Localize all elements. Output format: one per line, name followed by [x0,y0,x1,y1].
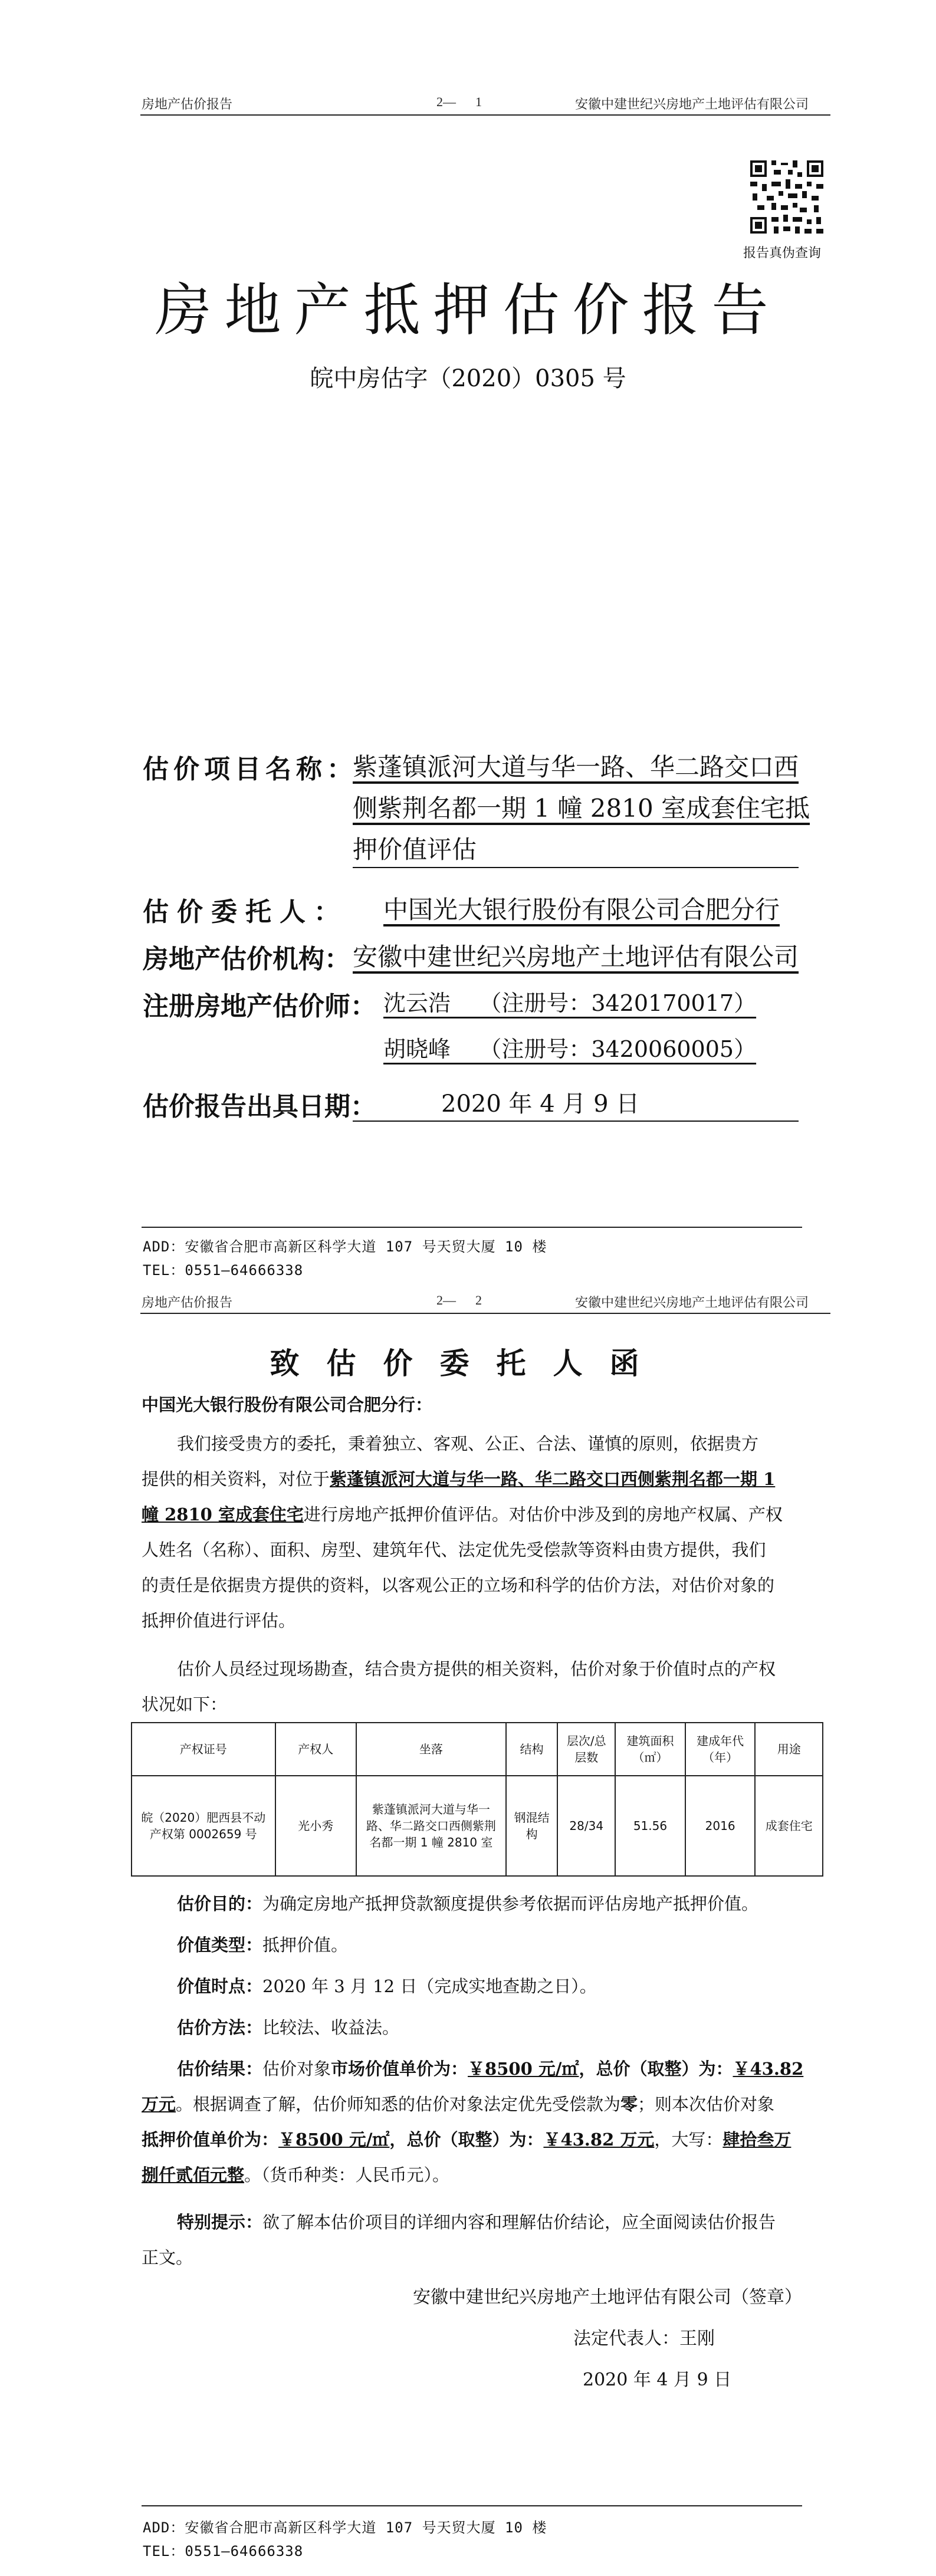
result-text-bold: 总价（取整）为： [596,2059,733,2079]
market-unit-price: ￥8500 元/㎡ [468,2059,579,2079]
purpose-label: 估价目的： [177,1894,263,1914]
header-left: 房地产估价报告 [142,97,233,111]
date-underline [353,1121,799,1122]
org-value: 安徽中建世纪兴房地产土地评估有限公司 [353,942,799,971]
value-time-line [177,1969,597,2004]
letter-title: 致估价委托人函 [270,1346,666,1381]
result-line3 [142,2122,791,2157]
table-cell: 成套住宅 [755,1776,823,1876]
table-cell: 光小秀 [275,1776,356,1876]
appraiser-2: 胡晓峰 （注册号：3420060005） [383,1036,757,1062]
footer-rule [142,2505,802,2506]
method-value: 比较法、收益法。 [262,2018,400,2038]
table-cell: 钢混结构 [506,1776,557,1876]
header-page-number: 2— 1 [436,94,482,109]
date-label: 估价报告出具日期： [143,1092,376,1122]
purpose-line [177,1886,758,1921]
table-cell: 紫蓬镇派河大道与华一路、华二路交口西侧紫荆名都一期 1 幢 2810 室 [356,1776,506,1876]
table-header-cell: 用途 [755,1723,823,1776]
signature-company: 安徽中建世纪兴房地产土地评估有限公司（签章） [413,2287,802,2308]
result-text: 。（货币种类：人民币元）。 [244,2165,450,2185]
header-right: 安徽中建世纪兴房地产土地评估有限公司 [575,97,809,111]
project-name-value-line3: 押价值评估 [353,835,477,864]
result-label: 估价结果： [177,2059,263,2079]
table-header-cell: 产权证号 [132,1723,275,1776]
value-type-label: 价值类型： [177,1935,263,1955]
table-header-cell: 坐落 [356,1723,506,1776]
header-left: 房地产估价报告 [142,1295,233,1310]
table-row [132,1776,823,1876]
table-header-cell: 建成年代（年） [685,1723,756,1776]
purpose-value: 为确定房地产抵押贷款额度提供参考依据而评估房地产抵押价值。 [262,1894,759,1914]
header-page-number: 2— 2 [436,1293,482,1307]
footer-tel: TEL：0551—64666338 [143,1262,304,1279]
para1-location-bold: 紫蓬镇派河大道与华一路、华二路交口西侧紫荆名都一期 1 [330,1469,776,1489]
property-table [131,1722,823,1877]
para2-line1: 估价人员经过现场勘查，结合贵方提供的相关资料，估价对象于价值时点的产权 [177,1659,776,1679]
addressee: 中国光大银行股份有限公司合肥分行： [142,1395,433,1415]
value-time-label: 价值时点： [177,1976,263,1996]
special-note-line1 [177,2204,776,2240]
result-text-bold: 市场价值单价为： [331,2059,468,2079]
footer-address: ADD：安徽省合肥市高新区科学大道 107 号天贸大厦 10 楼 [143,2519,547,2536]
para1-line3 [142,1497,783,1532]
project-name-label: 估价项目名称： [143,754,357,784]
result-line1 [177,2051,803,2087]
result-text: ，大写： [654,2130,723,2150]
result-text: 估价对象 [262,2059,331,2079]
table-cell: 2016 [685,1776,756,1876]
mortgage-total-words-2: 捌仟贰佰元整 [142,2165,245,2185]
project-name-underline [353,867,799,868]
appraiser-1: 沈云浩 （注册号：3420170017） [383,990,757,1016]
footer-tel: TEL：0551—64666338 [143,2543,304,2559]
header-rule [140,114,830,116]
result-text-bold: ， [579,2059,596,2079]
date-value: 2020 年 4 月 9 日 [441,1090,640,1118]
report-ref-number: 皖中房估字（2020）0305 号 [310,365,626,392]
appraiser-label: 注册房地产估价师： [143,991,376,1021]
para1-line2 [142,1461,775,1497]
project-name-value-line2: 侧紫荆名都一期 1 幢 2810 室成套住宅抵 [353,794,810,823]
table-header-cell: 建筑面积（㎡） [615,1723,685,1776]
market-total-price: ￥43.82 [733,2059,804,2079]
value-type-line [177,1927,348,1963]
result-text: ；则本次估价对象 [638,2094,775,2114]
org-label: 房地产估价机构： [143,944,350,974]
table-header-cell: 产权人 [275,1723,356,1776]
client-label: 估价委托人： [143,897,348,927]
signature-representative: 法定代表人：王刚 [573,2328,715,2349]
footer-address: ADD：安徽省合肥市高新区科学大道 107 号天贸大厦 10 楼 [143,1238,547,1255]
para2-line2: 状况如下： [142,1694,228,1714]
result-line2 [142,2087,774,2122]
report-title: 房地产抵押估价报告 [155,277,781,343]
footer-rule [142,1227,802,1228]
qr-code-icon[interactable] [748,158,826,236]
special-note-label: 特别提示： [177,2212,263,2232]
mortgage-total-words: 肆拾叁万 [722,2130,792,2150]
project-name-value-line1: 紫蓬镇派河大道与华一路、华二路交口西 [353,753,799,781]
special-note-value: 欲了解本估价项目的详细内容和理解估价结论，应全面阅读估价报告 [262,2212,776,2232]
qr-caption: 报告真伪查询 [743,246,822,261]
table-header-cell: 结构 [506,1723,557,1776]
table-cell: 皖（2020）肥西县不动产权第 0002659 号 [132,1776,275,1876]
method-line [177,2010,399,2045]
result-text: 。根据调查了解，估价师知悉的估价对象法定优先受偿款为 [176,2094,621,2114]
method-label: 估价方法： [177,2018,263,2038]
para1-line2-text: 提供的相关资料，对位于 [142,1469,330,1489]
para1-line1: 我们接受贵方的委托，秉着独立、客观、公正、合法、谨慎的原则，依据贵方 [177,1434,759,1454]
table-header-cell: 层次/总层数 [557,1723,615,1776]
value-time-value: 2020 年 3 月 12 日（完成实地查勘之日）。 [262,1976,597,1996]
client-value: 中国光大银行股份有限公司合肥分行 [383,895,780,924]
para1-location-bold-2: 幢 2810 室成套住宅 [142,1504,304,1524]
header-right: 安徽中建世纪兴房地产土地评估有限公司 [575,1295,809,1310]
table-header-row [132,1723,823,1776]
para1-line3-text: 进行房地产抵押价值评估。对估价中涉及到的房地产权属、产权 [303,1504,783,1524]
header-rule [140,1313,830,1314]
special-note-line2: 正文。 [142,2248,193,2268]
para1-line6: 抵押价值进行评估。 [142,1611,296,1631]
market-total-unit: 万元 [142,2094,176,2114]
result-text-bold: ， [389,2130,407,2150]
signature-date: 2020 年 4 月 9 日 [583,2370,732,2390]
para1-line4: 人姓名（名称）、面积、房型、建筑年代、法定优先受偿款等资料由贵方提供，我们 [142,1540,766,1560]
value-type-value: 抵押价值。 [262,1935,349,1955]
mortgage-unit-price: ￥8500 元/㎡ [278,2130,390,2150]
table-cell: 28/34 [557,1776,615,1876]
result-line4 [142,2157,449,2193]
priority-amount: 零 [620,2094,638,2114]
result-text-bold: 抵押价值单价为： [142,2130,279,2150]
result-text-bold: 总价（取整）为： [406,2130,544,2150]
para1-line5: 的责任是依据贵方提供的资料，以客观公正的立场和科学的估价方法，对估价对象的 [142,1575,775,1595]
table-cell: 51.56 [615,1776,685,1876]
mortgage-total-price: ￥43.82 万元 [543,2130,655,2150]
